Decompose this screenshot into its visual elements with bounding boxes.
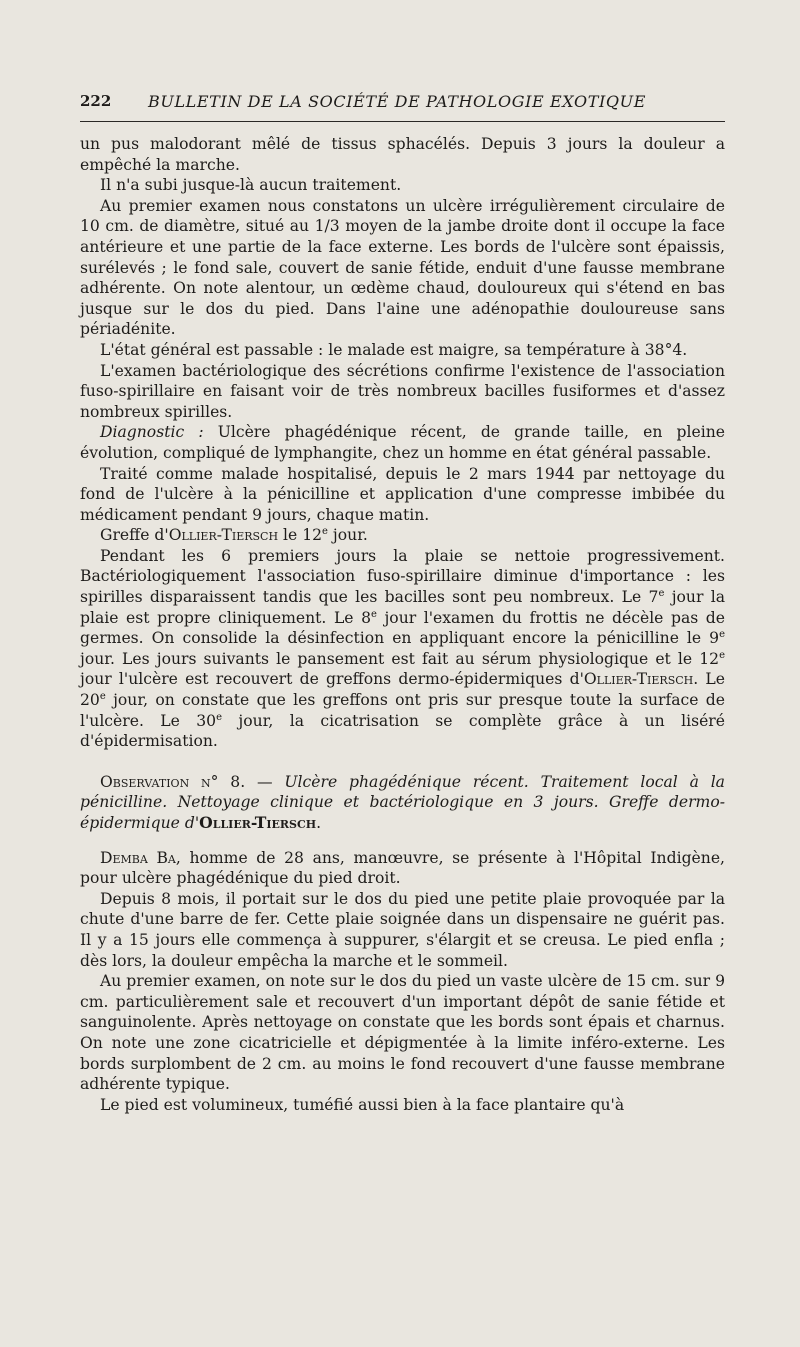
observation-title: Ulcère phagédénique récent. Traitement local à la pénicilline. Nettoyage clinique et bactériologique en 3 jours. Greffe dermo-épidermique d' (80, 772, 725, 832)
paragraph (80, 422, 725, 463)
paragraph: Traité comme malade hospitalisé, depuis le 2 mars 1944 par nettoyage du fond de l'ulcère à la pénicilline et application d'une compresse imbibée du médicament pendant 9 jours, chaque matin. (80, 464, 725, 524)
text-run: jour, on constate que les greffons ont pris sur presque toute la surface de l'ulcère. Le 30 (80, 691, 725, 730)
paragraph (80, 848, 725, 889)
paragraph: Au premier examen nous constatons un ulcère irrégulièrement circulaire de 10 cm. de diamètre, situé au 1/3 moyen de la jambe droite dont il occupe la face antérieure et une partie de la face externe. Les bords de l'ulcère sont épaissis, surélevés ; le fond sale, couvert de sanie fétide, enduit d'une fausse membrane adhérente. On note alentour, un œdème chaud, douloureux qui s'étend en bas jusque sur le dos du pied. Dans l'aine une adénopathie douloureuse sans périadénite. (80, 196, 725, 339)
author-name: Ollier-Tiersch (199, 813, 317, 832)
text-run: Pendant les 6 premiers jours la plaie se nettoie progressivement. Bactériologiquement l'association fuso-spirillaire diminue d'importance : les spirilles disparaissent tandis que les bacilles sont peu nombreux. Le 7 (80, 546, 725, 607)
paragraph: Le pied est volumineux, tuméfié aussi bien à la face plantaire qu'à (100, 1095, 625, 1114)
text-run: jour l'examen du frottis ne décèle pas de germes. On consolide la désinfection en appliquant encore la pénicilline le 9 (80, 608, 726, 648)
paragraph: Il n'a subi jusque-là aucun traitement. (100, 176, 402, 195)
paragraph (80, 546, 725, 752)
paragraph: L'examen bactériologique des sécrétions confirme l'existence de l'association fuso-spirillaire en faisant voir de très nombreux bacilles fusiformes et d'assez nombreux spirilles. (80, 361, 725, 421)
superscript: e (371, 608, 377, 620)
diagnostic-text: Ulcère phagédénique récent, de grande taille, en pleine évolution, compliqué de lymphangite, chez un homme en état général passable. (80, 423, 725, 462)
superscript: e (719, 629, 725, 641)
running-title: BULLETIN DE LA SOCIÉTÉ DE PATHOLOGIE EXOTIQUE (148, 92, 646, 111)
author-name: Ollier-Tiersch (168, 526, 279, 545)
page-number: 222 (80, 92, 112, 110)
superscript: e (658, 587, 665, 599)
text-run: le 12 (278, 526, 323, 545)
paragraph: Au premier examen, on note sur le dos du pied un vaste ulcère de 15 cm. sur 9 cm. particulièrement sale et recouvert d'un important dépôt de sanie fétide et sanguinolente. Après nettoyage on constate que les bords sont épais et charnus. On note une zone cicatricielle et dépigmentée à la limite inféro-externe. Les bords surplombent de 2 cm. au moins le fond recouvert d'une fausse membrane adhérente typique. (80, 972, 725, 1094)
paragraph: L'état général est passable : le malade est maigre, sa température à 38°4. (100, 340, 688, 359)
page-header (80, 92, 725, 116)
text-run: jour, la cicatrisation se complète grâce à un liséré d'épidermisation. (80, 711, 725, 751)
header-rule (80, 121, 725, 122)
text-run: , homme de 28 ans, manœuvre, se présente à l'Hôpital Indigène, pour ulcère phagédénique du pied droit. (80, 848, 726, 888)
text-run: Greffe d' (100, 526, 169, 545)
observation-heading (80, 772, 725, 834)
superscript: e (216, 711, 223, 723)
paragraph: Depuis 8 mois, il portait sur le dos du pied une petite plaie provoquée par la chute d'une barre de fer. Cette plaie soignée dans un dispensaire ne guérit pas. Il y a 15 jours elle commença à suppurer, s'élargit et se creusa. Le pied enfla ; dès lors, la douleur empêcha la marche et le sommeil. (80, 889, 725, 970)
superscript: e (719, 649, 725, 661)
text-run: jour la plaie est propre cliniquement. Le 8 (80, 588, 725, 627)
text-run: jour l'ulcère est recouvert de greffons dermo-épidermiques d' (80, 670, 584, 689)
body-text (80, 134, 725, 1115)
text-run: jour. (327, 526, 368, 545)
author-name: Ollier-Tiersch (583, 670, 694, 689)
text-run: — (245, 772, 285, 791)
text-run: . (316, 814, 322, 832)
superscript: e (322, 526, 328, 538)
text-run: jour. Les jours suivants le pansement est fait au sérum physiologique et le 12 (80, 649, 720, 668)
observation-number: n° 8. (201, 772, 246, 791)
observation-label: Observation (100, 772, 190, 791)
diagnostic-label: Diagnostic : (100, 423, 204, 442)
paragraph (80, 525, 725, 546)
text-run: . Le 20 (80, 670, 725, 710)
paragraph: un pus malodorant mêlé de tissus sphacélés. Depuis 3 jours la douleur a empêché la marche. (80, 135, 725, 174)
patient-name: Demba Ba (100, 848, 176, 867)
superscript: e (99, 690, 106, 702)
